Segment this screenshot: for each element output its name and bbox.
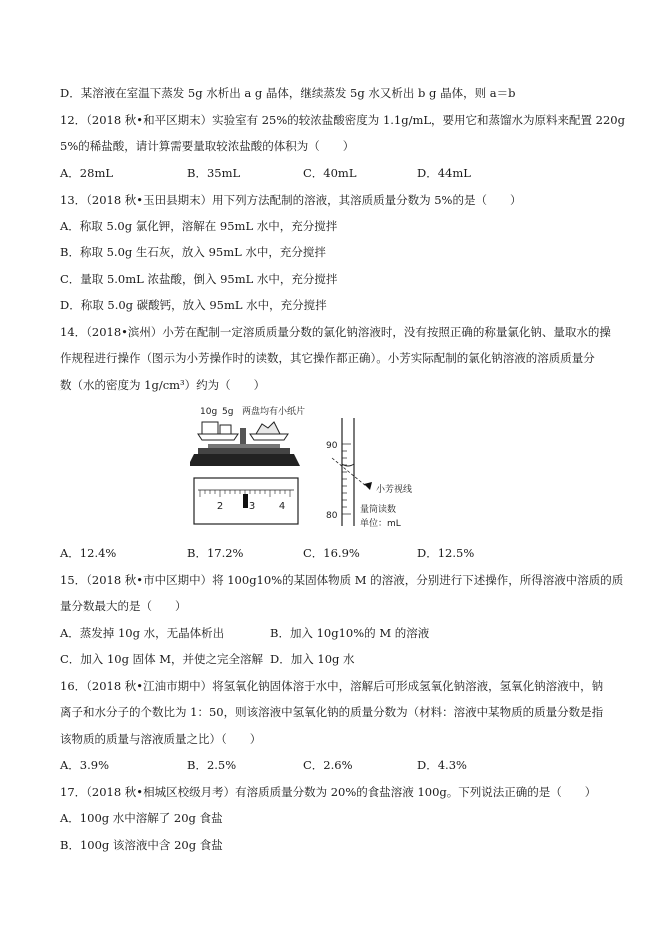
rider-tick-4: 4	[278, 501, 286, 512]
q16-stem-line1: 16．（2018 秋•江油市期中）将氢氧化钠固体溶于水中，溶解后可形成氢氧化钠溶液，氢氧化钠溶液中，钠	[60, 679, 604, 693]
q13-option-b: B．称取 5.0g 生石灰，放入 95mL 水中，充分搅拌	[60, 245, 326, 259]
q14-option-c: C．16.9%	[303, 546, 360, 560]
balance-illustration	[190, 405, 305, 466]
balance-beam	[208, 444, 280, 448]
q13-option-a: A．称取 5.0g 氯化钾，溶解在 95mL 水中，充分搅拌	[60, 219, 338, 233]
left-pan	[198, 434, 238, 440]
q17-option-a: A．100g 水中溶解了 20g 食盐	[60, 811, 223, 825]
weight-5g-label: 5g	[222, 407, 234, 417]
q16-option-a: A．3.9%	[60, 758, 110, 772]
cylinder-tick-90: 90	[326, 441, 338, 451]
pan-note-label: 两盘均有小纸片	[242, 407, 306, 417]
q14-option-d: D．12.5%	[417, 546, 475, 560]
q14-stem-line1: 14．（2018•滨州）小芳在配制一定溶质质量分数的氯化钠溶液时，没有按照正确的称量氯化钠、量取水的操	[60, 325, 611, 339]
q15-option-a: A．蒸发掉 10g 水，无晶体析出	[60, 626, 225, 640]
q15-option-d: D．加入 10g 水	[270, 652, 355, 666]
q17-stem: 17．（2018 秋•相城区校级月考）有溶质质量分数为 20%的食盐溶液 100g。下列说法正确的是（ ）	[60, 785, 597, 799]
sight-label: 小芳视线	[376, 485, 413, 495]
q16-option-c: C．2.6%	[303, 758, 353, 772]
q12-stem-line2: 5%的稀盐酸，请计算需要量取较浓盐酸的体积为（ ）	[60, 139, 355, 153]
q17-option-b: B．100g 该溶液中含 20g 食盐	[60, 838, 223, 852]
balance-base	[190, 454, 300, 466]
q12-option-a: A．28mL	[60, 166, 113, 180]
eye-icon	[364, 482, 372, 490]
q16-option-b: B．2.5%	[187, 758, 237, 772]
rider-tick-2: 2	[216, 501, 224, 512]
rider-tick-3: 3	[248, 501, 256, 512]
graduated-cylinder	[326, 418, 412, 529]
q15-stem-line1: 15．（2018 秋•市中区期中）将 100g10%的某固体物质 M 的溶液，分别进行下述操作，所得溶液中溶质的质	[60, 573, 624, 587]
q11-option-d: D．某溶液在室温下蒸发 5g 水析出 a g 晶体，继续蒸发 5g 水又析出 b g 晶体，则 a＝b	[60, 86, 516, 100]
q12-option-d: D．44mL	[417, 166, 471, 180]
salt-pile	[256, 422, 280, 434]
q16-stem-line2: 离子和水分子的个数比为 1：50，则该溶液中氢氧化钠的质量分数为（材料：溶液中某物质的质量分数是指	[60, 705, 604, 719]
q13-stem: 13．（2018 秋•玉田县期末）用下列方法配制的溶液，其溶质质量分数为 5%的是（ ）	[60, 193, 522, 207]
q13-option-d: D．称取 5.0g 碳酸钙，放入 95mL 水中，充分搅拌	[60, 298, 327, 312]
q16-option-d: D．4.3%	[417, 758, 467, 772]
weight-10g-label: 10g	[200, 407, 218, 417]
q12-option-c: C．40mL	[303, 166, 357, 180]
q15-stem-line2: 量分数最大的是（ ）	[60, 599, 187, 613]
q12-stem-line1: 12．（2018 秋•和平区期末）实验室有 25%的较浓盐酸密度为 1.1g/mL，要用它和蒸馏水为原料来配置 220g	[60, 113, 625, 127]
weight-5g-shape	[220, 425, 231, 434]
unit-label: 单位：mL	[360, 519, 401, 529]
rider-marker	[243, 494, 248, 508]
reading-label: 量筒读数	[360, 505, 397, 515]
q15-option-c: C．加入 10g 固体 M，并使之完全溶解	[60, 652, 264, 666]
meniscus	[342, 464, 354, 466]
right-pan	[250, 434, 288, 440]
cylinder-tick-80: 80	[326, 511, 338, 521]
q14-figure	[190, 398, 440, 538]
sight-line	[332, 458, 366, 486]
q15-option-b: B．加入 10g10%的 M 的溶液	[270, 626, 430, 640]
balance-body	[198, 448, 290, 454]
q14-stem-line2: 作规程进行操作（图示为小芳操作时的读数，其它操作都正确）。小芳实际配制的氯化钠溶液的溶质质量分	[60, 351, 595, 365]
q16-stem-line3: 该物质的质量与溶液质量之比）（ ）	[60, 732, 262, 746]
weight-10g-shape	[202, 422, 218, 434]
q14-option-a: A．12.4%	[60, 546, 117, 560]
q13-option-c: C．量取 5.0mL 浓盐酸，倒入 95mL 水中，充分搅拌	[60, 272, 338, 286]
q14-option-b: B．17.2%	[187, 546, 244, 560]
q14-stem-line3: 数（水的密度为 1g/cm³）约为（ ）	[60, 378, 266, 392]
rider-scale	[194, 478, 298, 524]
q12-option-b: B．35mL	[187, 166, 241, 180]
